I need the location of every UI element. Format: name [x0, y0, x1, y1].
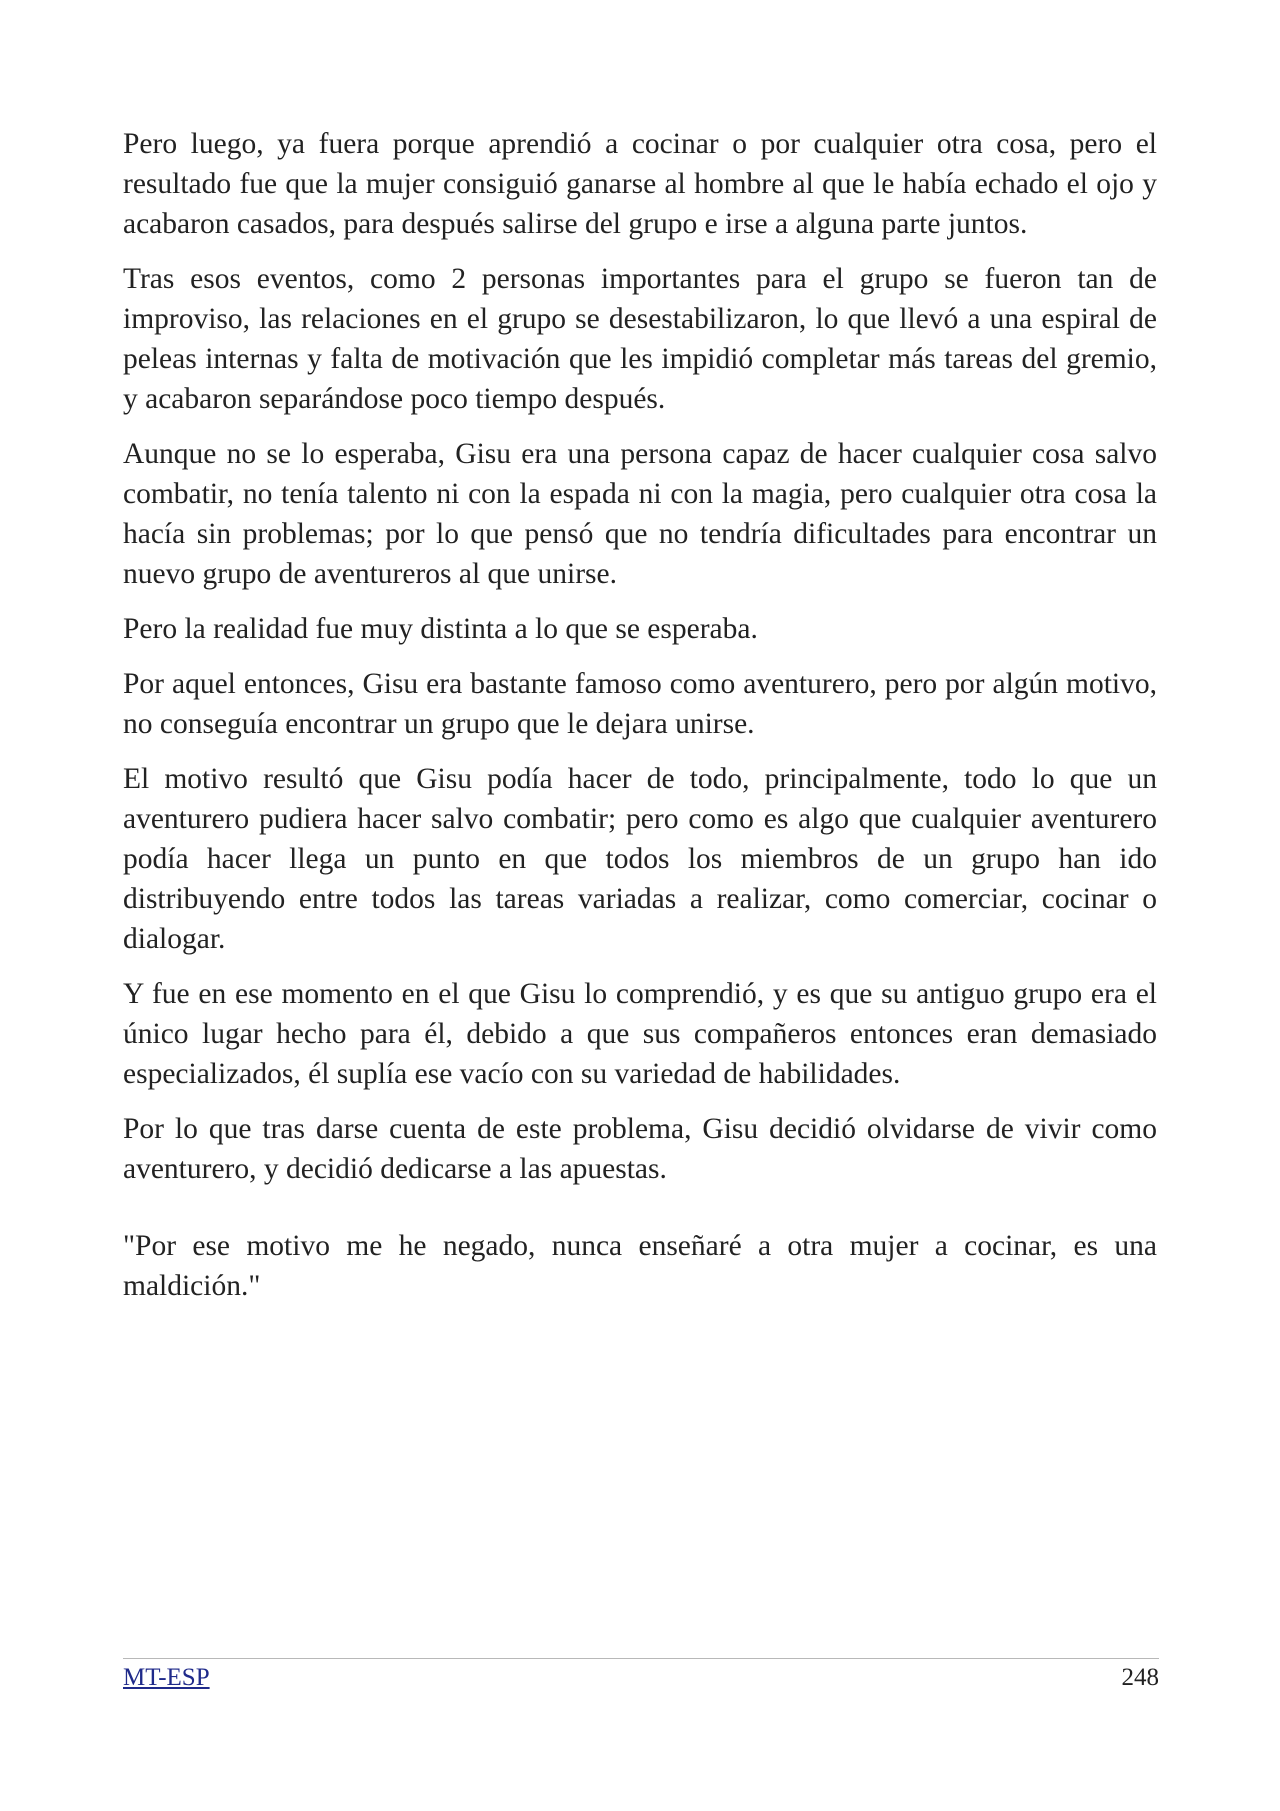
paragraph-3: Aunque no se lo esperaba, Gisu era una persona capaz de hacer cualquier cosa salvo combatir, no tenía talento ni con la espada ni con la magia, pero cualquier otra cosa la hacía sin problemas; por lo que pensó que no tendría dificultades para encontrar un nuevo grupo de aventureros al que unirse.: [123, 438, 1157, 590]
paragraph-4: Pero la realidad fue muy distinta a lo que se esperaba.: [123, 613, 758, 645]
footer-link-mt-esp[interactable]: MT-ESP: [123, 1664, 210, 1691]
paragraph-6: El motivo resultó que Gisu podía hacer de todo, principalmente, todo lo que un aventurero pudiera hacer salvo combatir; pero como es algo que cualquier aventurero podía hacer llega un punto en que todos los miembros de un grupo han ido distribuyendo entre todos las tareas variadas a realizar, como comerciar, cocinar o dialogar.: [123, 763, 1157, 955]
page-number: 248: [1121, 1664, 1159, 1691]
paragraph-1: Pero luego, ya fuera porque aprendió a cocinar o por cualquier otra cosa, pero el resultado fue que la mujer consiguió ganarse al hombre al que le había echado el ojo y acabaron casados, para después salirse del grupo e irse a alguna parte juntos.: [123, 128, 1157, 240]
page-footer: [123, 1658, 1159, 1691]
paragraph-7: Y fue en ese momento en el que Gisu lo comprendió, y es que su antiguo grupo era el único lugar hecho para él, debido a que sus compañeros entonces eran demasiado especializados, él suplía ese vacío con su variedad de habilidades.: [123, 978, 1157, 1090]
paragraph-5: Por aquel entonces, Gisu era bastante famoso como aventurero, pero por algún motivo, no conseguía encontrar un grupo que le dejara unirse.: [123, 668, 1157, 740]
dialogue-paragraph: "Por ese motivo me he negado, nunca enseñaré a otra mujer a cocinar, es una maldición.": [123, 1230, 1157, 1302]
paragraph-2: Tras esos eventos, como 2 personas importantes para el grupo se fueron tan de improviso, las relaciones en el grupo se desestabilizaron, lo que llevó a una espiral de peleas internas y falta de motivación que les impidió completar más tareas del gremio, y acabaron separándose poco tiempo después.: [123, 263, 1157, 415]
page-body: [123, 124, 1157, 1321]
paragraph-8: Por lo que tras darse cuenta de este problema, Gisu decidió olvidarse de vivir como aventurero, y decidió dedicarse a las apuestas.: [123, 1113, 1157, 1185]
